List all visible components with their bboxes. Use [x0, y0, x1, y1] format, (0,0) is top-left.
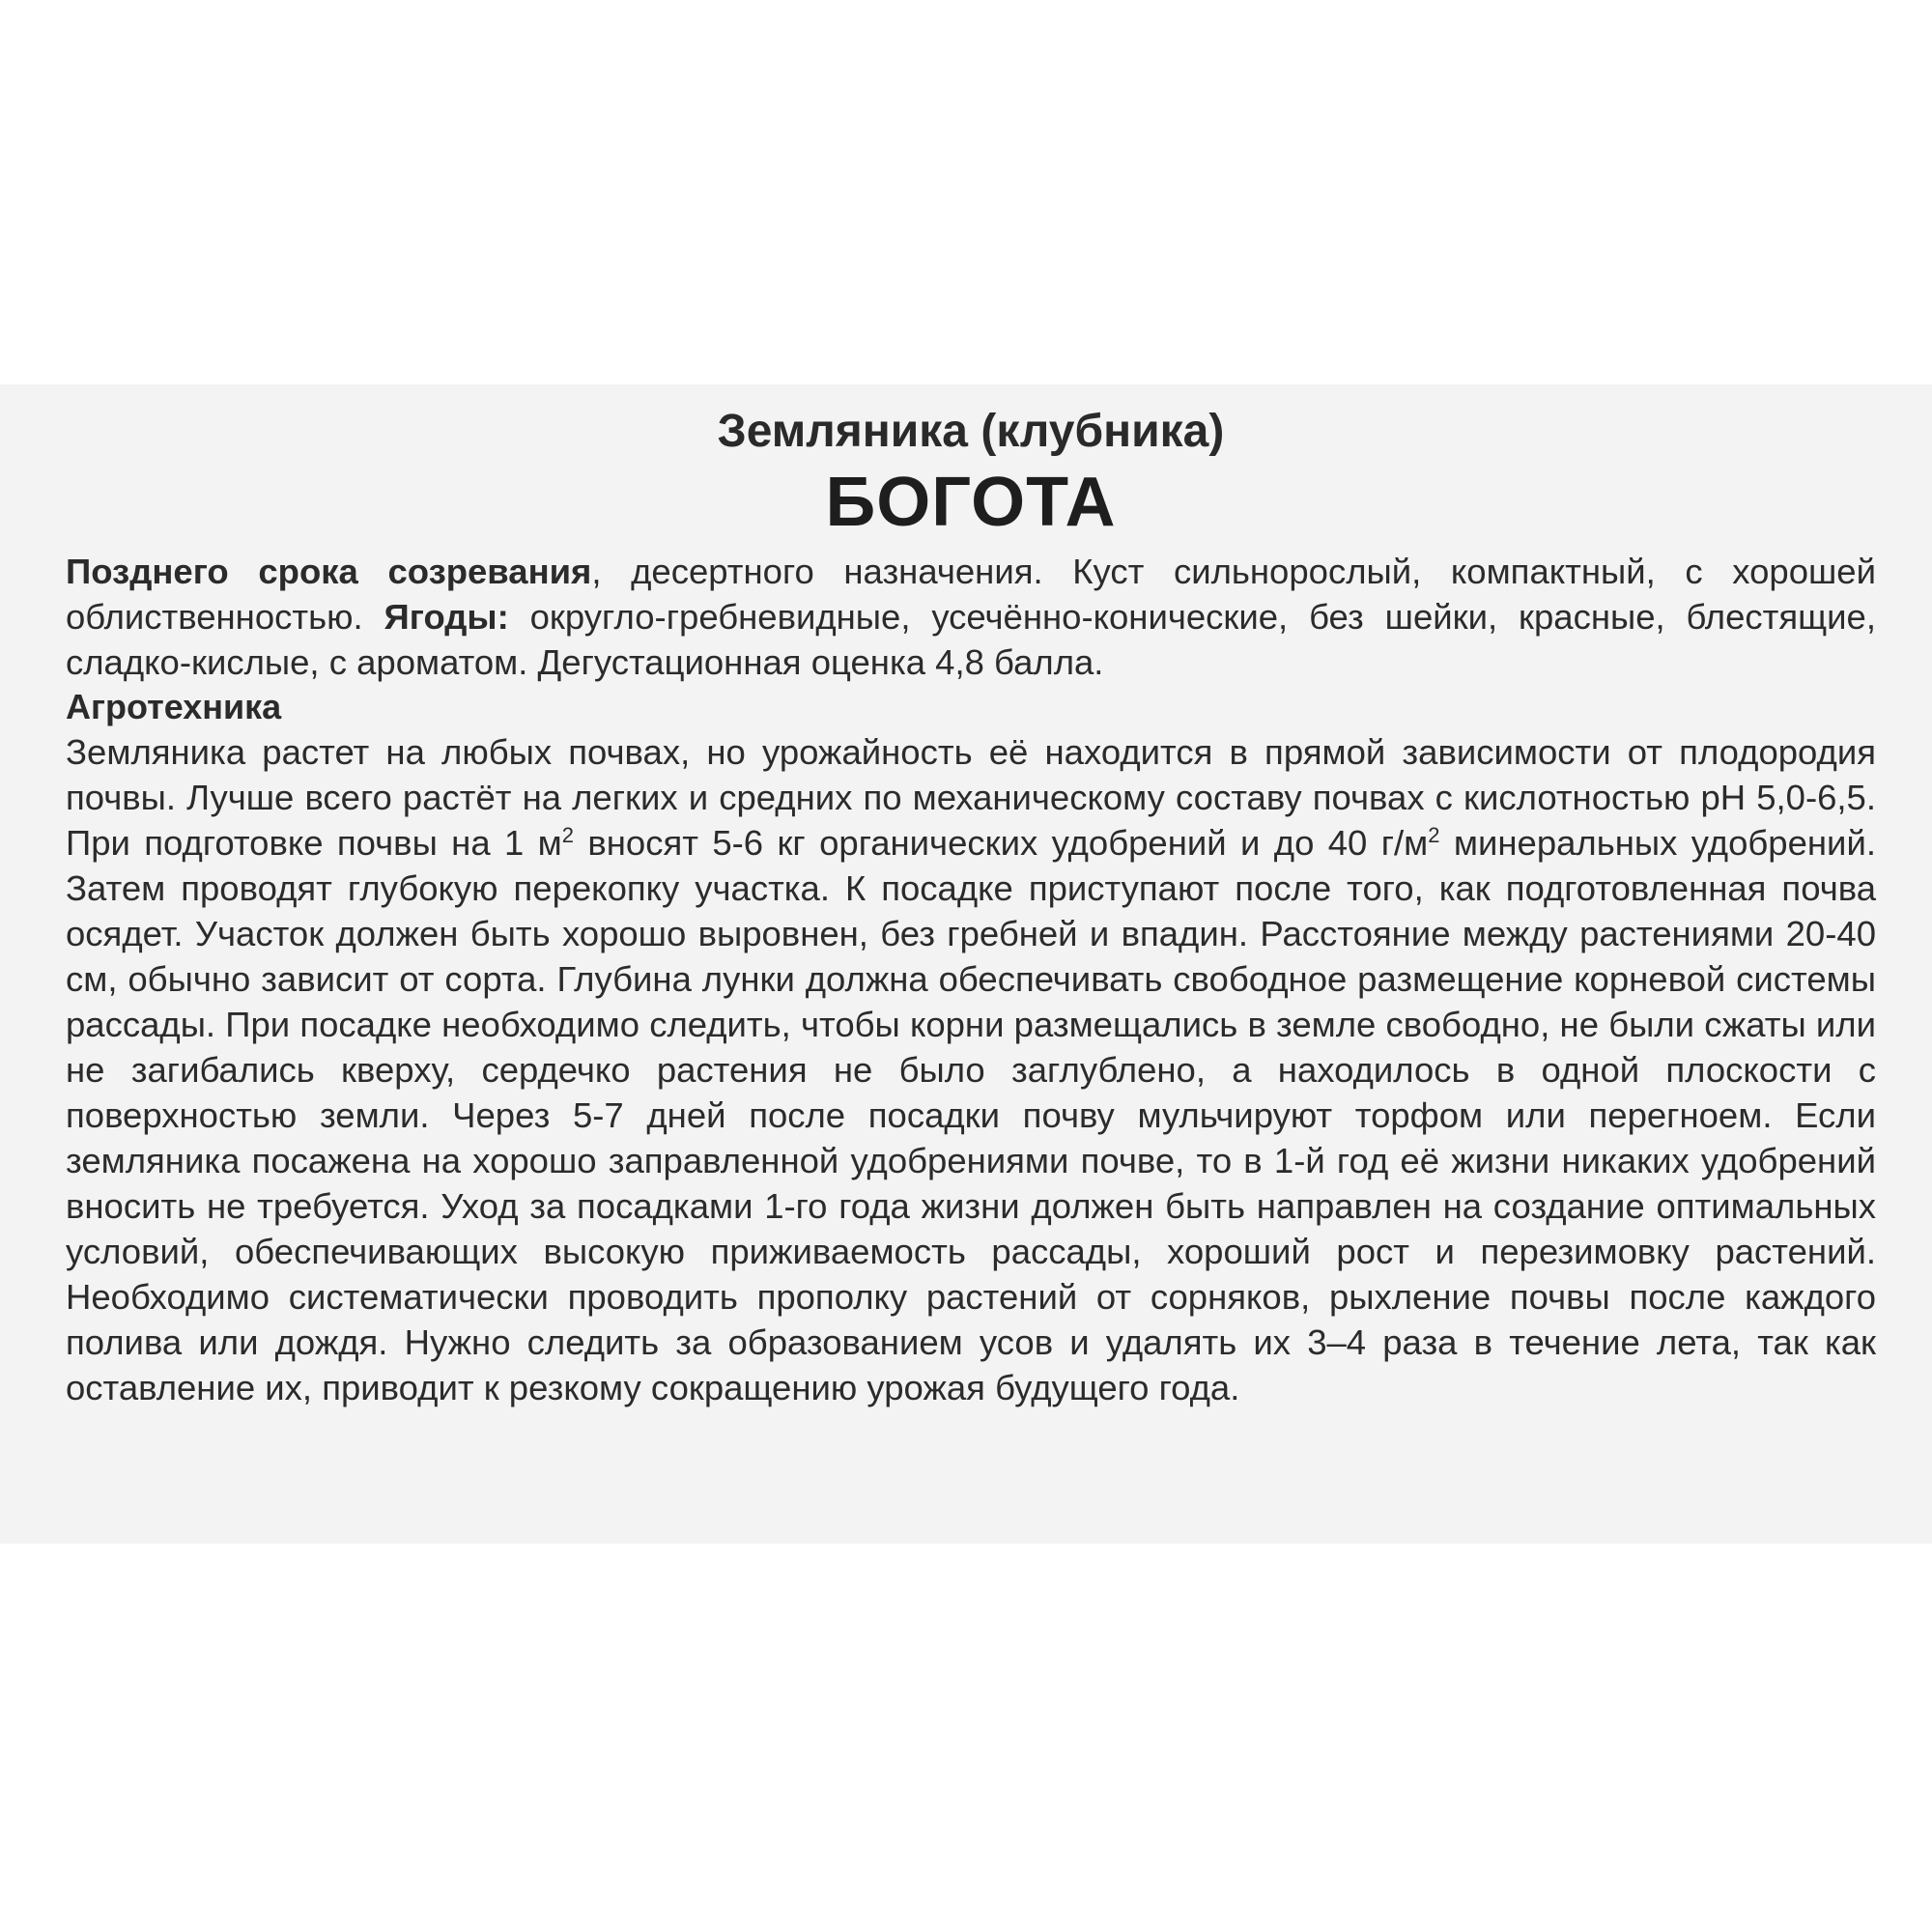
berries-text: округло-гребневидные, усечённо-конические, без шейки, красные, блестящие, сладко-кислые, с ароматом. Дегустационная оценка 4,8 балла. [66, 597, 1876, 682]
description-paragraph [66, 549, 1876, 685]
agro-text-2: вносят 5-6 кг органических удобрений и до 40 г/м [574, 823, 1429, 863]
agro-text-3: минеральных удобрений. Затем проводят глубокую перекопку участка. К посадке приступают после того, как подготовленная почва осядет. Участок должен быть хорошо выровнен, без гребней и впадин. Расстояние между растениями 20-40 см, обычно зависит от сорта. Глубина лунки должна обеспечивать свободное размещение корневой системы рассады. При посадке необходимо следить, чтобы корни размещались в земле свободно, не были сжаты или не загибались кверху, сердечко растения не было заглублено, а находилось в одной плоскости с поверхностью земли. Через 5-7 дней после посадки почву мульчируют торфом или перегноем. Если земляника посажена на хорошо заправленной удобрениями почве, то в 1-й год её жизни никаких удобрений вносить не требуется. Уход за посадками 1-го года жизни должен быть направлен на создание оптимальных условий, обеспечивающих высокую приживаемость рассады, хороший рост и перезимовку растений. Необходимо систематически проводить прополку растений от сорняков, рыхление почвы после каждого полива или дождя. Нужно следить за образованием усов и удалять их 3–4 раза в течение лета, так как оставление их, приводит к резкому сокращению урожая будущего года. [66, 823, 1876, 1407]
berries-label: Ягоды: [384, 597, 509, 637]
superscript-1: 2 [561, 822, 575, 847]
agro-text-1: Земляника растет на любых почвах, но урожайность её находится в прямой зависимости от плодородия почвы. Лучше всего растёт на легких и средних по механическому составу почвах с кислотностью рН 5,0-6,5. При подготовке почвы на 1 м [66, 732, 1876, 863]
species-title: Земляника (клубника) [717, 406, 1225, 457]
agro-heading: Агротехника [66, 687, 282, 726]
seed-packet-label [0, 384, 1932, 1544]
ripening-label: Позднего срока созревания [66, 552, 592, 591]
superscript-2: 2 [1428, 822, 1440, 847]
description-text: , десертного назначения. Куст сильнорослый, компактный, с хорошей облиственностью. [66, 552, 1876, 637]
variety-title: БОГОТА [825, 464, 1117, 541]
agro-paragraph [66, 729, 1876, 1410]
